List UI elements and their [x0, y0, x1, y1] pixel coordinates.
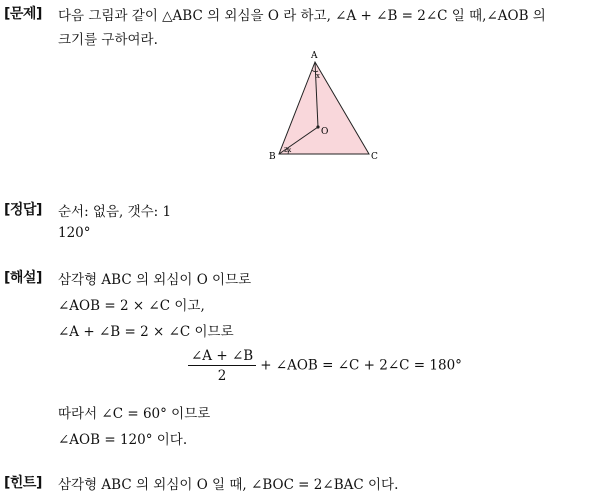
label-angle-x: x: [316, 72, 320, 80]
answer-line-1: 순서: 없음, 갯수: 1: [58, 204, 172, 220]
label-a: A: [311, 51, 318, 61]
answer-value: 120°: [58, 225, 91, 241]
point-o: [316, 125, 319, 128]
solution-line-4: 따라서 ∠C = 60° 이므로: [58, 406, 211, 422]
triangle-abc: [279, 62, 369, 154]
hint-line-1: 삼각형 ABC 의 외심이 O 일 때, ∠BOC = 2∠BAC 이다.: [58, 477, 399, 493]
problem-tag: [문제]: [4, 6, 42, 22]
problem-line-2: 크기를 구하여라.: [58, 32, 158, 48]
label-o: O: [321, 127, 329, 137]
label-c: C: [371, 152, 378, 162]
equation-rest: + ∠AOB = ∠C + 2∠C = 180°: [260, 357, 462, 374]
hint-tag: [힌트]: [4, 475, 42, 491]
solution-line-1: 삼각형 ABC 의 외심이 O 이므로: [58, 272, 252, 288]
fraction-denominator: 2: [217, 368, 227, 384]
label-b: B: [269, 152, 276, 162]
triangle-figure: [0, 40, 591, 210]
answer-tag: [정답]: [4, 202, 42, 218]
solution-line-2: ∠AOB = 2 × ∠C 이고,: [58, 298, 205, 314]
fraction-numerator: ∠A + ∠B: [188, 348, 256, 366]
solution-equation: [188, 348, 462, 384]
solution-tag: [해설]: [4, 270, 42, 286]
solution-line-3: ∠A + ∠B = 2 × ∠C 이므로: [58, 324, 234, 340]
equation-fraction: [188, 348, 256, 384]
label-angle-2x: 2x: [284, 147, 292, 154]
problem-line-1: 다음 그림과 같이 △ABC 의 외심을 O 라 하고, ∠A + ∠B = 2∠C 일 때,∠AOB 의: [58, 8, 546, 24]
solution-line-5: ∠AOB = 120° 이다.: [58, 432, 188, 448]
